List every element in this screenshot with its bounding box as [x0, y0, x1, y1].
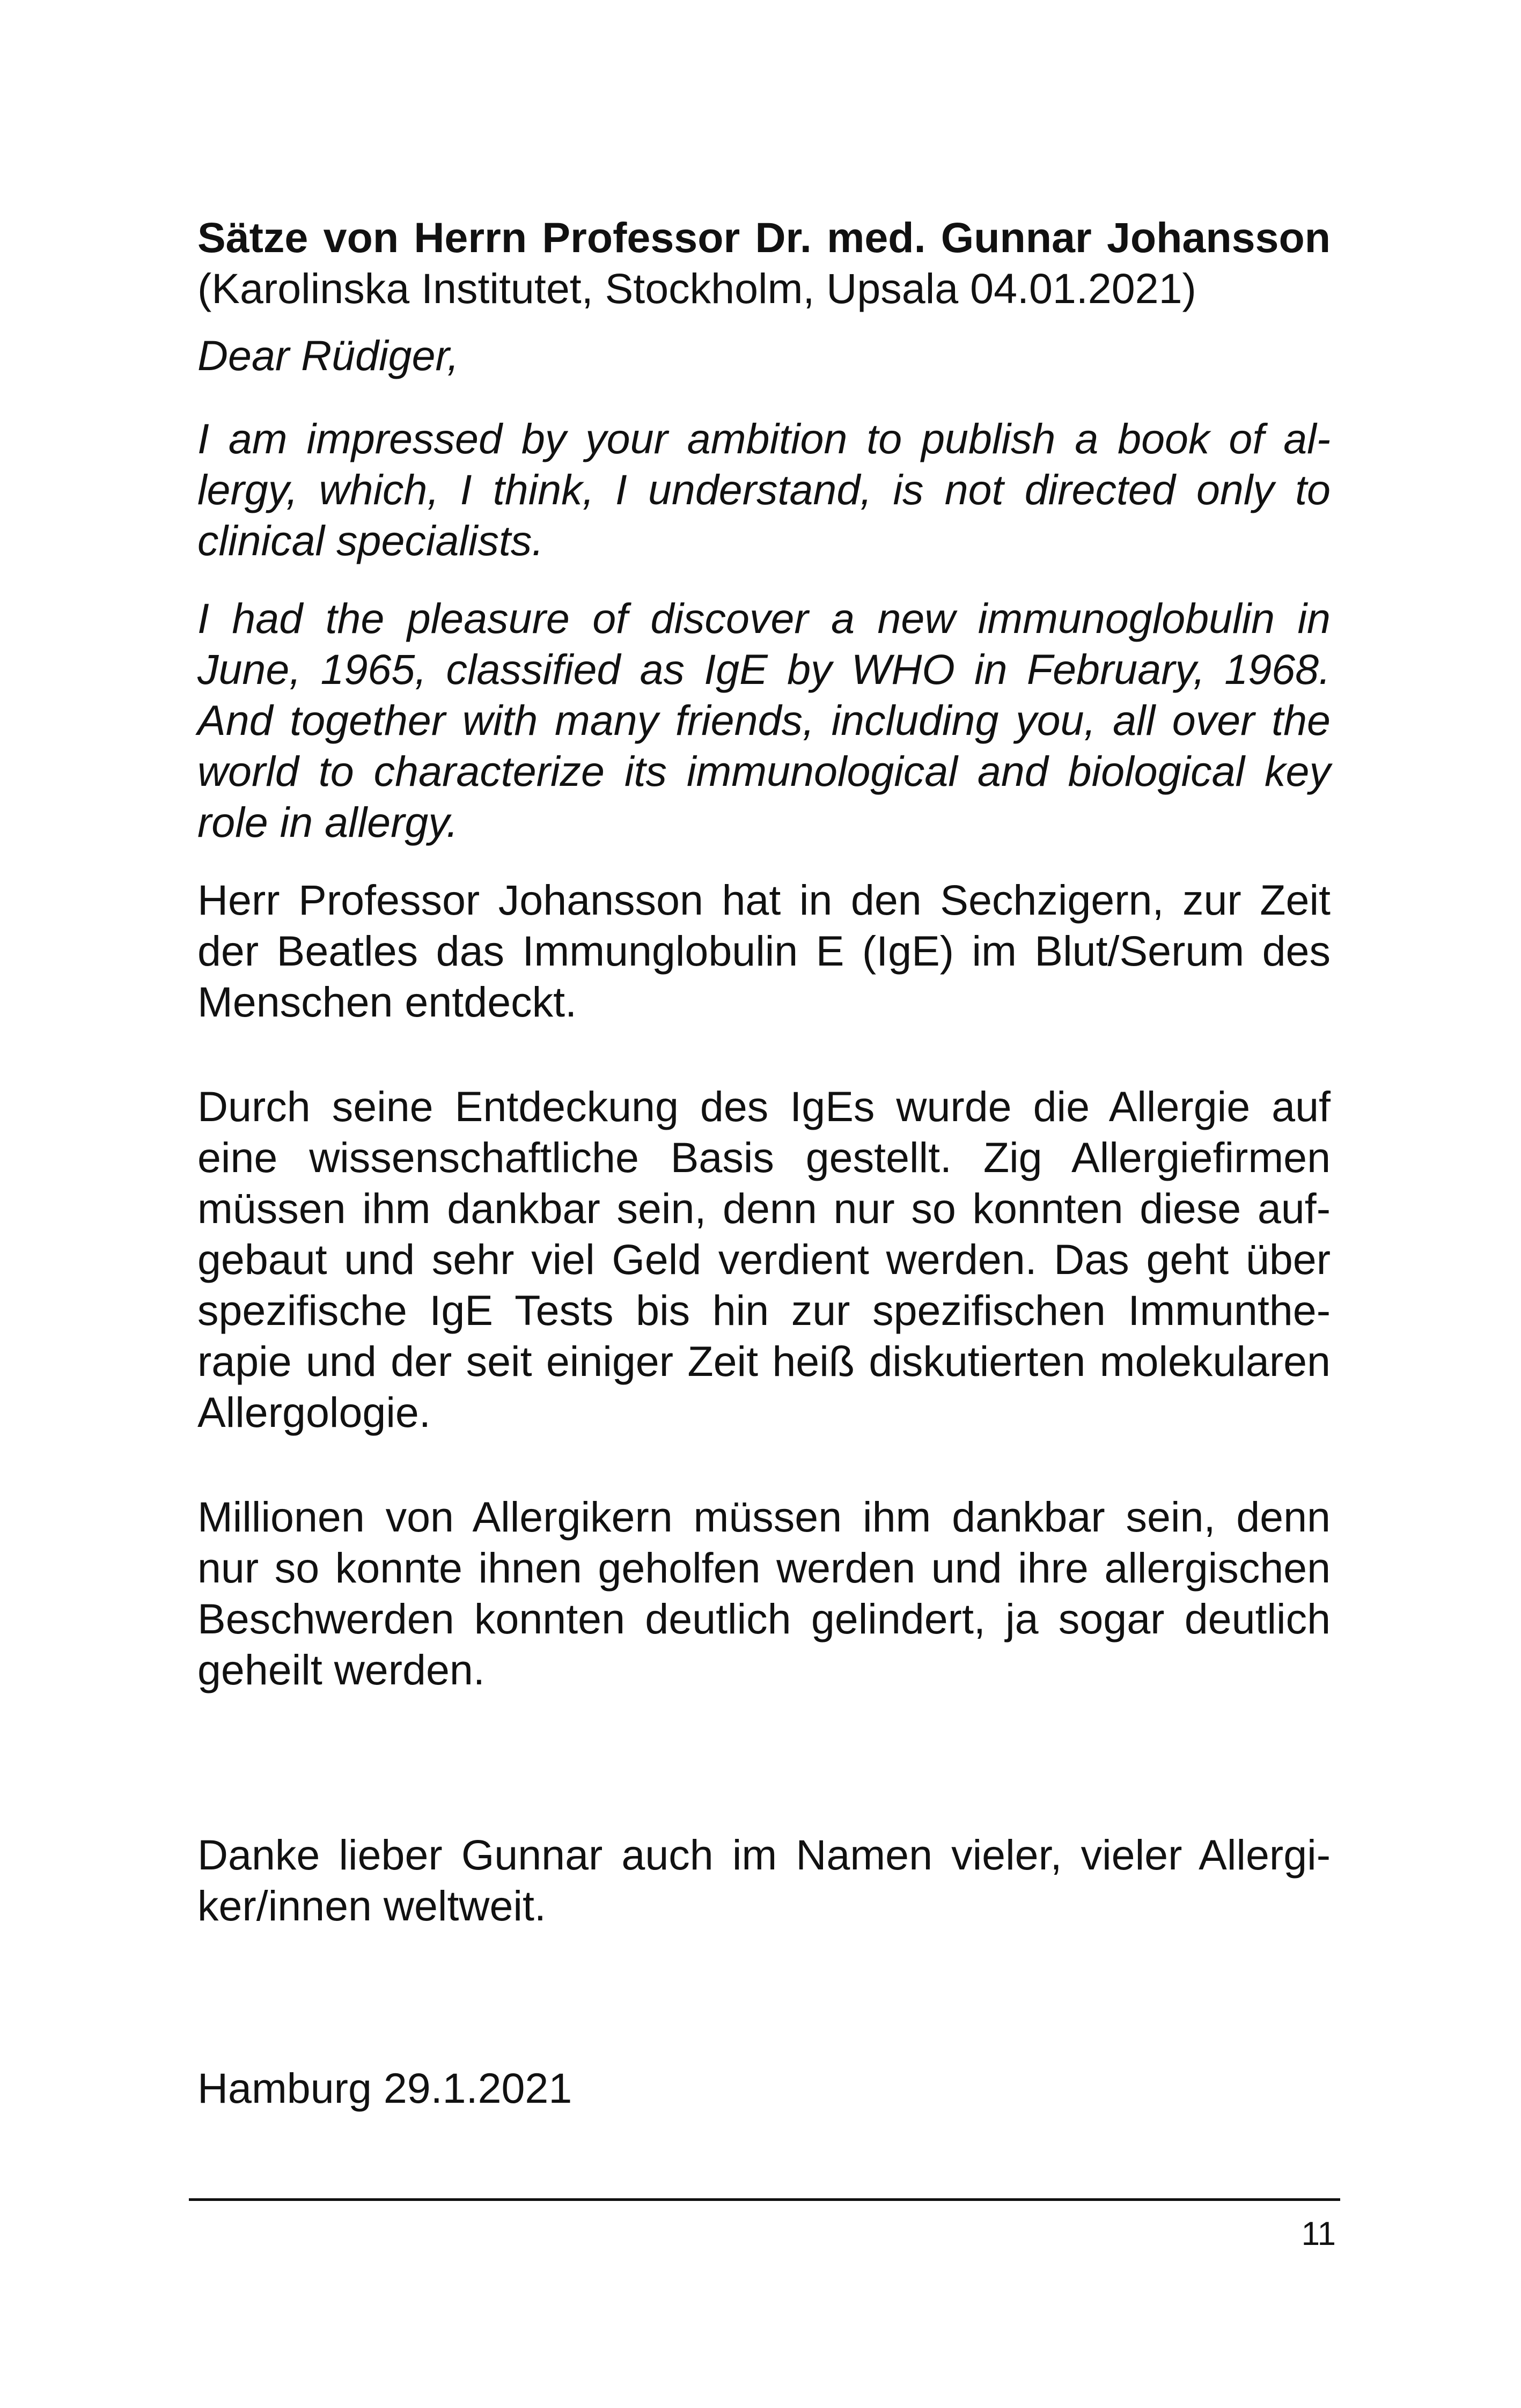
heading-title: Sätze von Herrn Professor Dr. med. Gunnar Johansson — [197, 213, 1331, 261]
letter-paragraph-ambition: I am impressed by your ambition to publish a book of allergy, which, I think, I understand, is not directed only to clinical specialists. — [197, 415, 1331, 564]
footer-divider — [189, 2198, 1340, 2201]
signoff-place-date: Hamburg 29.1.2021 — [197, 2064, 572, 2112]
page-content — [197, 212, 1331, 2114]
letter-greeting: Dear Rüdiger, — [197, 332, 459, 379]
body-paragraph-intro: Herr Professor Johansson hat in den Sechzigern, zur Zeit der Beatles das Immunglobulin E (IgE) im Blut/Serum des Menschen entdeckt. — [197, 876, 1331, 1026]
page-number: 11 — [1301, 2215, 1336, 2252]
quote-heading — [197, 212, 1331, 314]
heading-source: (Karolinska Institutet, Stockholm, Upsala 04.01.2021) — [197, 264, 1196, 312]
letter-paragraph-discovery: I had the pleasure of discover a new immunoglobulin in June, 1965, classified as IgE by WHO in February, 1968. And together with many friends, including you, all over the world to characterize its immunological and biological key role in allergy. — [197, 594, 1331, 846]
body-paragraph-patients: Millionen von Allergikern müssen ihm dankbar sein, denn nur so konnte ihnen geholfen werden und ihre allergischen Beschwerden konnten deutlich gelindert, ja sogar deutlich geheilt werden. — [197, 1493, 1331, 1693]
body-paragraph-thanks: Danke lieber Gunnar auch im Namen vieler, vieler Allergiker/innen weltweit. — [197, 1831, 1331, 1930]
body-paragraph-discovery: Durch seine Entdeckung des IgEs wurde die Allergie auf eine wissenschaftliche Basis gestellt. Zig Allergiefirmen müssen ihm dankbar sein, denn nur so konnten diese aufgebaut und sehr viel Geld verdient werden. Das geht über spezifische IgE Tests bis hin zur spezifischen Immuntherapie und der seit einiger Zeit heiß diskutierten molekularen Allergologie. — [197, 1083, 1331, 1436]
